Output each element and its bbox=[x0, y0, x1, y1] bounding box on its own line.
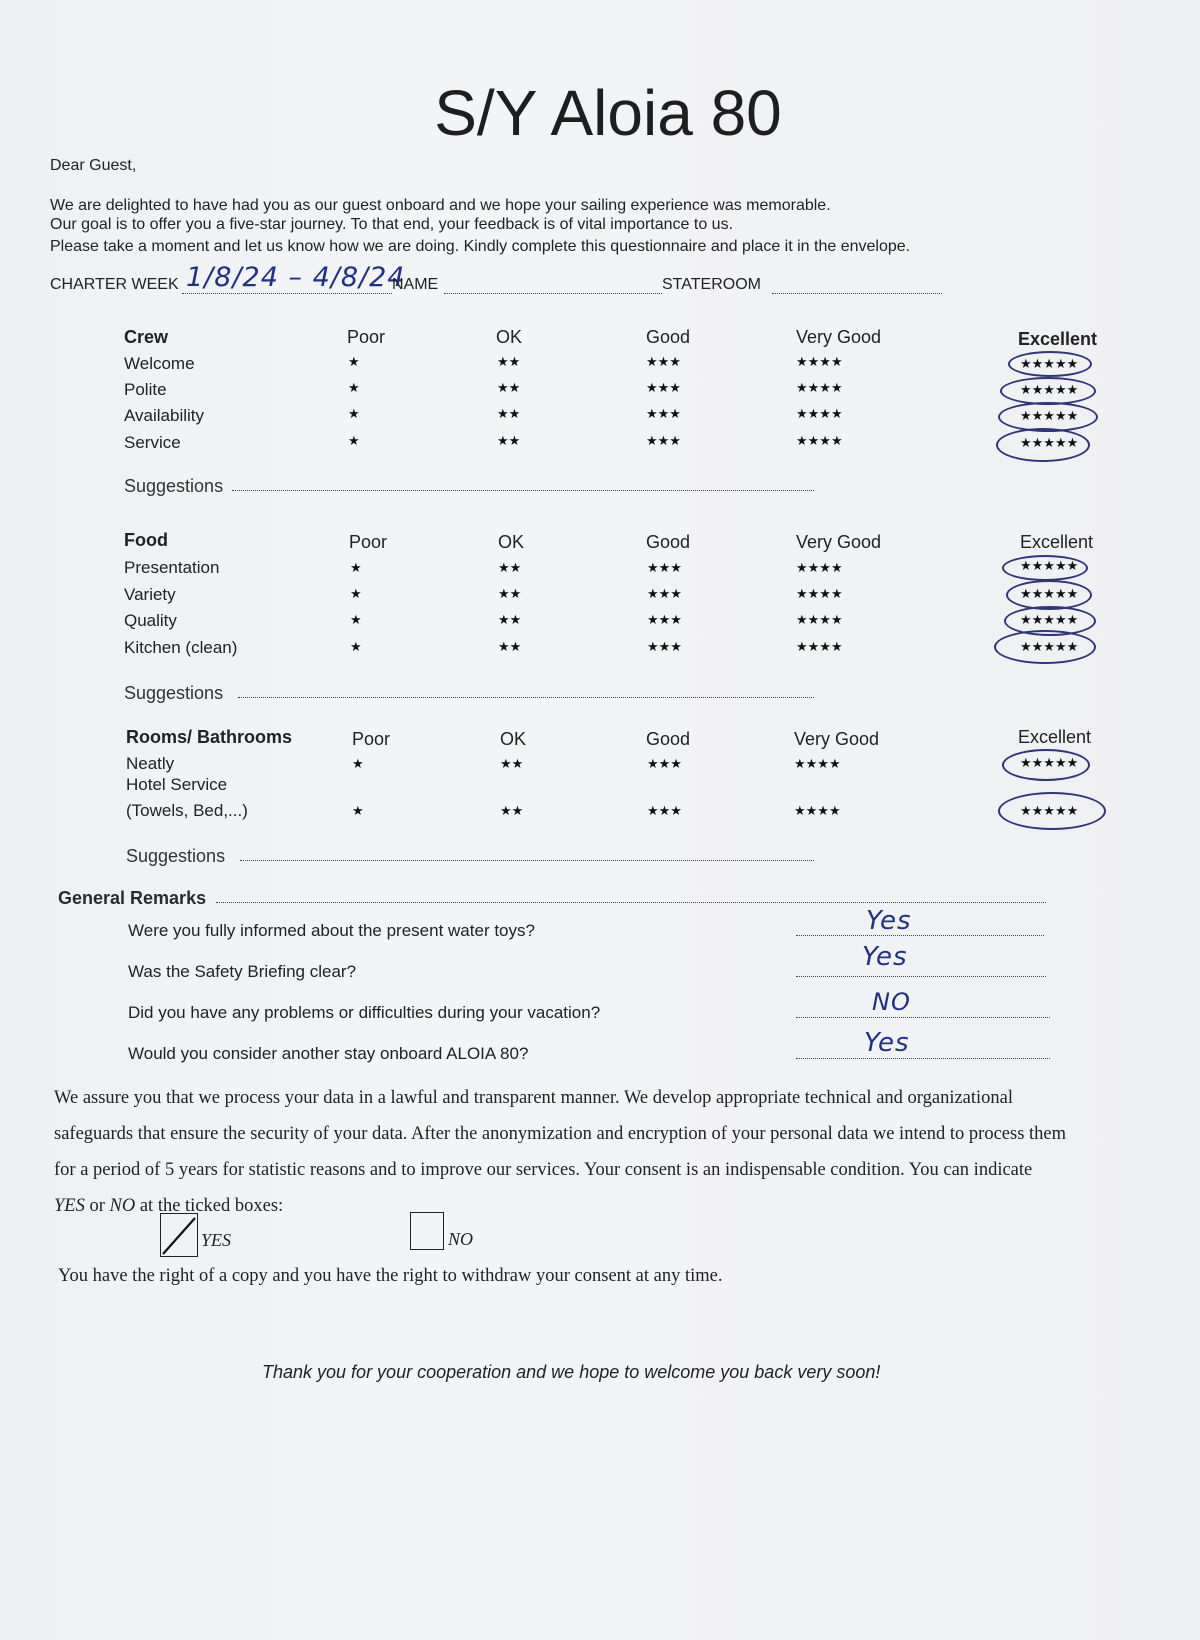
food-presentation-5star[interactable]: ★★★★★ bbox=[1020, 558, 1079, 573]
rooms-hotel-service-4star[interactable]: ★★★★ bbox=[794, 803, 841, 818]
food-presentation-1star[interactable]: ★ bbox=[350, 560, 362, 575]
crew-availability-2star[interactable]: ★★ bbox=[497, 406, 521, 421]
food-row-presentation-label: Presentation bbox=[124, 558, 220, 577]
rooms-row-hotel-service-label: Hotel Service bbox=[126, 775, 228, 794]
food-kitchen-1star[interactable]: ★ bbox=[350, 639, 362, 654]
food-heading: Food bbox=[124, 530, 168, 550]
rooms-very-good-label: Very Good bbox=[794, 729, 880, 749]
food-presentation-selected-circle bbox=[1002, 555, 1088, 581]
rooms-poor-label: Poor bbox=[352, 729, 391, 749]
crew-very-good-label: Very Good bbox=[796, 327, 882, 347]
charter-week-label: CHARTER WEEK bbox=[50, 276, 179, 293]
crew-polite-4star[interactable]: ★★★★ bbox=[796, 380, 843, 395]
crew-service-4star[interactable]: ★★★★ bbox=[796, 433, 843, 448]
crew-good-label: Good bbox=[646, 327, 691, 347]
crew-ok-label: OK bbox=[496, 327, 523, 347]
privacy-or-word: or bbox=[84, 1196, 110, 1216]
crew-welcome-4star[interactable]: ★★★★ bbox=[796, 354, 843, 369]
food-kitchen-5star[interactable]: ★★★★★ bbox=[1020, 639, 1079, 654]
consent-yes-label: YES bbox=[201, 1230, 232, 1250]
crew-service-2star[interactable]: ★★ bbox=[497, 433, 521, 448]
rooms-hotel-service-5star[interactable]: ★★★★★ bbox=[1020, 803, 1079, 818]
general-remarks-line bbox=[216, 902, 1046, 903]
food-variety-2star[interactable]: ★★ bbox=[498, 586, 522, 601]
crew-service-selected-circle bbox=[996, 428, 1090, 462]
crew-suggestions-line bbox=[232, 490, 814, 491]
consent-no-label: NO bbox=[448, 1229, 474, 1249]
greeting: Dear Guest, bbox=[50, 157, 137, 174]
rooms-excellent-label: Excellent bbox=[1018, 727, 1092, 747]
food-kitchen-2star[interactable]: ★★ bbox=[498, 639, 522, 654]
answer-safety-briefing[interactable]: Yes bbox=[862, 942, 908, 972]
question-another-stay: Would you consider another stay onboard ALOIA 80? bbox=[128, 1044, 529, 1063]
food-variety-4star[interactable]: ★★★★ bbox=[796, 586, 843, 601]
crew-suggestions-label: Suggestions bbox=[124, 476, 224, 496]
food-row-quality-label: Quality bbox=[124, 611, 177, 630]
answer-line-another-stay bbox=[796, 1058, 1050, 1059]
crew-service-3star[interactable]: ★★★ bbox=[646, 433, 681, 448]
food-presentation-3star[interactable]: ★★★ bbox=[647, 560, 682, 575]
crew-welcome-2star[interactable]: ★★ bbox=[497, 354, 521, 369]
rooms-suggestions-label: Suggestions bbox=[126, 846, 226, 866]
checkbox-tick-icon bbox=[161, 1214, 197, 1256]
crew-availability-5star[interactable]: ★★★★★ bbox=[1020, 408, 1079, 423]
crew-service-1star[interactable]: ★ bbox=[348, 433, 360, 448]
food-presentation-4star[interactable]: ★★★★ bbox=[796, 560, 843, 575]
food-poor-label: Poor bbox=[349, 532, 388, 552]
rooms-neatly-selected-circle bbox=[1002, 749, 1090, 781]
consent-no-checkbox[interactable] bbox=[410, 1212, 444, 1250]
yacht-title: S/Y Aloia 80 bbox=[434, 77, 782, 149]
answer-problems[interactable]: NO bbox=[872, 988, 911, 1016]
stateroom-line bbox=[772, 293, 942, 294]
privacy-line-3: for a period of 5 years for statistic reasons and to improve our services. Your consent is an indispensable condition. You can indicate bbox=[54, 1160, 1033, 1180]
closing-message: Thank you for your cooperation and we hope to welcome you back very soon! bbox=[262, 1362, 881, 1382]
crew-row-polite-label: Polite bbox=[124, 380, 167, 399]
rooms-neatly-3star[interactable]: ★★★ bbox=[647, 756, 682, 771]
crew-heading: Crew bbox=[124, 327, 169, 347]
food-excellent-label: Excellent bbox=[1020, 532, 1094, 552]
question-problems: Did you have any problems or difficulties during your vacation? bbox=[128, 1003, 601, 1022]
rooms-neatly-2star[interactable]: ★★ bbox=[500, 756, 524, 771]
food-presentation-2star[interactable]: ★★ bbox=[498, 560, 522, 575]
food-quality-3star[interactable]: ★★★ bbox=[647, 612, 682, 627]
answer-line-problems bbox=[796, 1017, 1050, 1018]
crew-polite-3star[interactable]: ★★★ bbox=[646, 380, 681, 395]
rooms-ok-label: OK bbox=[500, 729, 527, 749]
intro-line-2: Our goal is to offer you a five-star journey. To that end, your feedback is of vital importance to us. bbox=[50, 216, 734, 233]
rooms-hotel-service-selected-circle bbox=[998, 792, 1106, 830]
intro-line-3: Please take a moment and let us know how we are doing. Kindly complete this questionnaire and place it in the envelope. bbox=[50, 238, 911, 255]
food-kitchen-selected-circle bbox=[994, 630, 1096, 664]
food-variety-3star[interactable]: ★★★ bbox=[647, 586, 682, 601]
food-very-good-label: Very Good bbox=[796, 532, 882, 552]
crew-polite-5star[interactable]: ★★★★★ bbox=[1020, 382, 1079, 397]
crew-row-availability-label: Availability bbox=[124, 406, 205, 425]
intro-line-1: We are delighted to have had you as our guest onboard and we hope your sailing experience was memorable. bbox=[50, 197, 831, 214]
answer-line-safety-briefing bbox=[796, 976, 1046, 977]
food-ok-label: OK bbox=[498, 532, 525, 552]
privacy-yes-word: YES bbox=[54, 1196, 85, 1216]
crew-service-5star[interactable]: ★★★★★ bbox=[1020, 435, 1079, 450]
stateroom-label: STATEROOM bbox=[662, 276, 761, 293]
crew-welcome-1star[interactable]: ★ bbox=[348, 354, 360, 369]
rooms-heading: Rooms/ Bathrooms bbox=[126, 727, 293, 747]
rooms-hotel-service-3star[interactable]: ★★★ bbox=[647, 803, 682, 818]
food-variety-1star[interactable]: ★ bbox=[350, 586, 362, 601]
food-quality-1star[interactable]: ★ bbox=[350, 612, 362, 627]
rooms-neatly-5star[interactable]: ★★★★★ bbox=[1020, 755, 1079, 770]
charter-week-line bbox=[182, 293, 392, 294]
crew-availability-3star[interactable]: ★★★ bbox=[646, 406, 681, 421]
crew-welcome-5star[interactable]: ★★★★★ bbox=[1020, 356, 1079, 371]
crew-polite-2star[interactable]: ★★ bbox=[497, 380, 521, 395]
food-suggestions-label: Suggestions bbox=[124, 683, 224, 703]
privacy-no-word: NO bbox=[109, 1196, 136, 1216]
answer-water-toys[interactable]: Yes bbox=[866, 906, 912, 936]
consent-yes-checkbox[interactable] bbox=[160, 1213, 198, 1257]
name-label: NAME bbox=[392, 276, 439, 293]
food-quality-5star[interactable]: ★★★★★ bbox=[1020, 612, 1079, 627]
food-quality-4star[interactable]: ★★★★ bbox=[796, 612, 843, 627]
general-remarks-label: General Remarks bbox=[58, 888, 207, 908]
answer-line-water-toys bbox=[796, 935, 1044, 936]
food-variety-5star[interactable]: ★★★★★ bbox=[1020, 586, 1079, 601]
rooms-neatly-1star[interactable]: ★ bbox=[352, 756, 364, 771]
crew-welcome-3star[interactable]: ★★★ bbox=[646, 354, 681, 369]
rooms-neatly-4star[interactable]: ★★★★ bbox=[794, 756, 841, 771]
food-kitchen-4star[interactable]: ★★★★ bbox=[796, 639, 843, 654]
question-safety-briefing: Was the Safety Briefing clear? bbox=[128, 962, 357, 981]
rooms-row-neatly-label: Neatly bbox=[126, 754, 175, 773]
crew-welcome-selected-circle bbox=[1008, 351, 1092, 377]
privacy-rest: at the ticked boxes: bbox=[135, 1196, 284, 1216]
food-kitchen-3star[interactable]: ★★★ bbox=[647, 639, 682, 654]
rooms-suggestions-line bbox=[240, 860, 814, 861]
food-suggestions-line bbox=[238, 697, 814, 698]
crew-poor-label: Poor bbox=[347, 327, 386, 347]
crew-polite-1star[interactable]: ★ bbox=[348, 380, 360, 395]
question-water-toys: Were you fully informed about the present water toys? bbox=[128, 921, 535, 940]
rights-text: You have the right of a copy and you have the right to withdraw your consent at any time. bbox=[58, 1266, 723, 1286]
name-line bbox=[444, 293, 662, 294]
rooms-hotel-service-1star[interactable]: ★ bbox=[352, 803, 364, 818]
rooms-good-label: Good bbox=[646, 729, 691, 749]
food-row-variety-label: Variety bbox=[124, 585, 176, 604]
food-row-kitchen-label: Kitchen (clean) bbox=[124, 638, 238, 657]
crew-excellent-label: Excellent bbox=[1018, 329, 1098, 349]
rooms-hotel-service-2star[interactable]: ★★ bbox=[500, 803, 524, 818]
charter-week-value[interactable]: 1/8/24 – 4/8/24 bbox=[186, 262, 406, 293]
crew-row-welcome-label: Welcome bbox=[124, 354, 195, 373]
crew-availability-1star[interactable]: ★ bbox=[348, 406, 360, 421]
privacy-line-1: We assure you that we process your data in a lawful and transparent manner. We develop appropriate technical and organizational bbox=[54, 1088, 1014, 1108]
crew-polite-selected-circle bbox=[1000, 377, 1096, 405]
crew-row-service-label: Service bbox=[124, 433, 181, 452]
privacy-line-2: safeguards that ensure the security of your data. After the anonymization and encryption of your personal data we intend to process them bbox=[54, 1124, 1067, 1144]
crew-availability-4star[interactable]: ★★★★ bbox=[796, 406, 843, 421]
answer-another-stay[interactable]: Yes bbox=[864, 1028, 910, 1058]
food-quality-2star[interactable]: ★★ bbox=[498, 612, 522, 627]
food-good-label: Good bbox=[646, 532, 691, 552]
rooms-row-hotel-service-detail: (Towels, Bed,...) bbox=[126, 801, 248, 820]
